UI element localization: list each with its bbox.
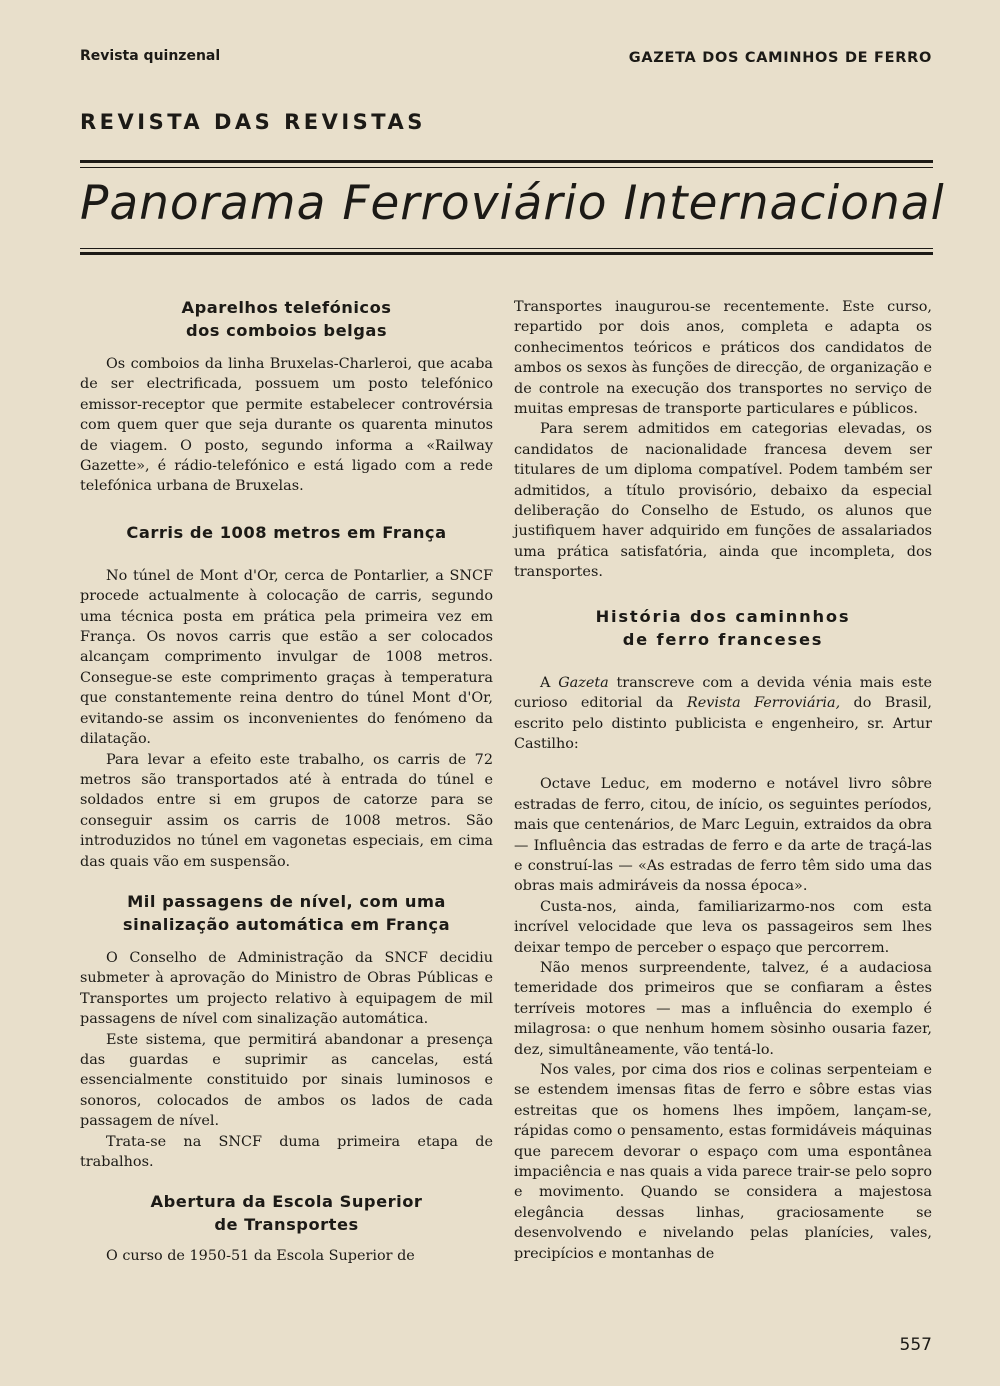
heading-french-railways-history <box>514 605 932 651</box>
heading-transport-school <box>80 1190 493 1236</box>
paragraph: Este sistema, que permitirá abandonar a presença das guardas e suprimir as cancelas, está essencialmente constituido por sinais luminosos e sonoros, colocados de ambos os lados de cada passagem de nível. <box>80 1031 493 1130</box>
italic-title-gazeta: Gazeta <box>558 674 609 691</box>
paragraph: Para levar a efeito este trabalho, os carris de 72 metros são transportados até à entrada do túnel e soldados entre si em grupos de catorze para se conseguir assim os carris de 1008 metros. São introduzidos no túnel em vagonetas especiais, em cima das quais vão em suspensão. <box>80 751 493 870</box>
paragraph: Nos vales, por cima dos rios e colinas serpenteiam e se estendem imensas fitas de ferro e sôbre estas vias estreitas que os homens lhes impõem, lançam-se, rápidas como o pensamento, estas formidáveis máquinas que parecem devorar o espaço com uma espontânea impaciência e nas quais a vida parece trair-se pelo sopro e movimento. Quando se considera a majestosa elegância dessas linhas, graciosamente se desenvolvendo e nivelando pelas planícies, vales, precipícios e montanhas de <box>514 1062 932 1262</box>
heading-belgian-telephones <box>80 296 493 342</box>
paragraph-intro <box>514 673 932 755</box>
title-rule-top-thick <box>80 160 933 163</box>
paragraph: No túnel de Mont d'Or, cerca de Pontarlier, a SNCF procede actualmente à colocação de carris, segundo uma técnica posta em prática pela primeira vez em França. Os novos carris que estão a ser colocados alcançam comprimento invulgar de 1008 metros. Consegue-se este comprimento graças à temperatura que constantemente reina dentro do túnel Mont d'Or, evitando-se assim os inconvenientes do fenómeno da dilatação. <box>80 567 493 748</box>
heading-line: dos comboios belgas <box>185 321 388 340</box>
page-title: Panorama Ferroviário Internacional <box>80 176 945 231</box>
heading-line: Mil passagens de nível, com uma <box>127 891 446 911</box>
text-run: do Brasil, escrito pelo distinto publicista e engenheiro, sr. Artur Castilho: <box>514 695 932 752</box>
heading-rails-1008: Carris de 1008 metros em França <box>126 522 447 542</box>
text-run: transcreve com a devida vénia mais este curioso editorial da <box>514 674 932 712</box>
paragraph: O curso de 1950-51 da Escola Superior de <box>106 1248 415 1265</box>
paragraph: O Conselho de Administração da SNCF decidiu submeter à aprovação do Ministro de Obras Públicas e Transportes um projecto relativo à equipagem de mil passagens de nível com sinalização automática. <box>80 949 493 1028</box>
heading-line: de ferro franceses <box>622 629 824 649</box>
page-number: 557 <box>899 1335 932 1355</box>
heading-line: História dos caminnhos <box>595 606 851 626</box>
heading-line: de Transportes <box>214 1215 359 1235</box>
heading-line: Abertura da Escola Superior <box>150 1192 423 1212</box>
paragraph: Custa-nos, ainda, familiarizarmo-nos com esta incrível velocidade que leva os passageiros sem lhes deixar tempo de perceber o espaço que percorrem. <box>514 898 932 956</box>
heading-line: sinalização automática em França <box>122 914 451 934</box>
paragraph: Octave Leduc, em moderno e notável livro sôbre estradas de ferro, citou, de início, os seguintes períodos, mais que centenários, de Marc Leguin, extraidos da obra — Influência das estradas de ferro e da arte de traçá-las e construí-las — «As estradas de ferro têm sido uma das obras mais admiráveis da nossa época». <box>514 776 932 895</box>
section-label: REVISTA DAS REVISTAS <box>80 110 426 134</box>
title-rule-bottom-thick <box>80 252 933 255</box>
paragraph: Para serem admitidos em categorias elevadas, os candidatos de nacionalidade francesa devem ser titulares de um diploma compatível. Podem também ser admitidos, a título provisório, debaixo da especial deliberação do Conselho de Estudo, os alunos que justifiquem haver adquirido em funções de assalariados uma prática satisfatória, ainda que incompleta, dos transportes. <box>514 421 932 581</box>
paragraph: Os comboios da linha Bruxelas-Charleroi, que acaba de ser electrificada, possuem um posto telefónico emissor-receptor que permite estabelecer controvérsia com quem quer que seja durante os quarenta minutos de viagem. O posto, segundo informa a «Railway Gazette», é rádio-telefónico e está ligado com a rede telefónica urbana de Bruxelas. <box>80 356 493 495</box>
running-header-right: GAZETA DOS CAMINHOS DE FERRO <box>628 50 932 66</box>
text-run: A <box>540 674 559 691</box>
paragraph: Trata-se na SNCF duma primeira etapa de trabalhos. <box>80 1133 493 1170</box>
left-column <box>80 296 493 1267</box>
right-column <box>514 297 932 1264</box>
title-rule-bottom-thin <box>80 248 933 249</box>
paragraph: Não menos surpreendente, talvez, é a audaciosa temeridade dos primeiros que se confiaram a êstes terríveis motores — mas a influência do exemplo é milagrosa: o que nenhum homem sòsinho ousaria fazer, dez, simultâneamente, vão tentá-lo. <box>514 959 932 1058</box>
title-rule-top-thin <box>80 167 933 168</box>
running-header-left: Revista quinzenal <box>80 48 221 64</box>
heading-line: Aparelhos telefónicos <box>181 298 392 317</box>
heading-level-crossings <box>80 890 493 936</box>
italic-title-revista: Revista Ferroviária, <box>686 695 841 712</box>
paragraph: Transportes inaugurou-se recentemente. Este curso, repartido por dois anos, completa e adapta os conhecimentos teóricos e práticos dos candidatos de ambos os sexos às funções de direcção, de organização e de controle na execução dos transportes no serviço de muitas empresas de transporte particulares e públicos. <box>514 299 932 418</box>
